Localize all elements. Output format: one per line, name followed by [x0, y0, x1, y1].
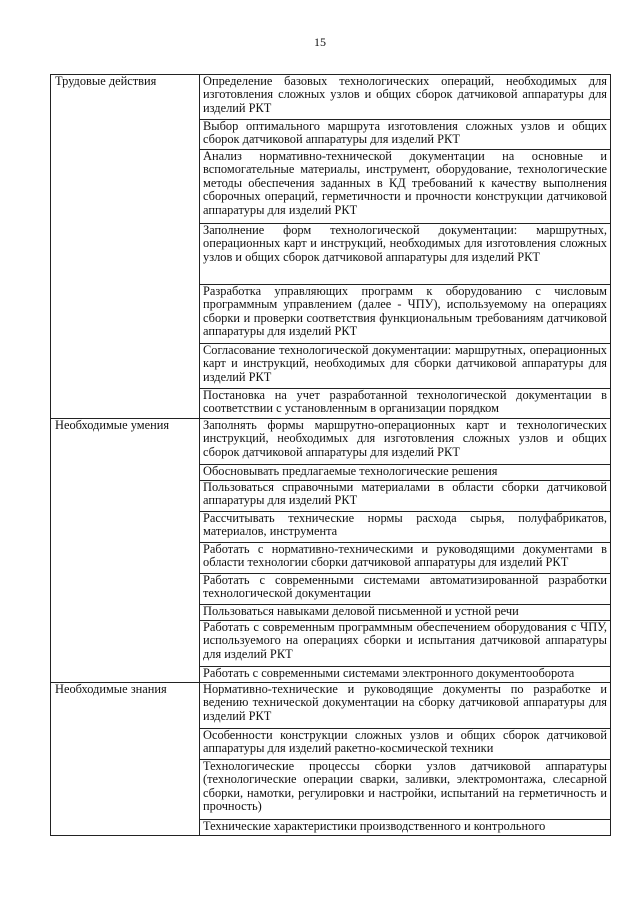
table-row [51, 419, 611, 465]
table-cell: Работать с современными системами автоматизированной разработки технологической документации [200, 574, 611, 605]
table-cell: Пользоваться справочными материалами в области сборки датчиковой аппаратуры для изделий РКТ [200, 481, 611, 512]
table-cell: Работать с современными системами электронного документооборота [200, 667, 611, 683]
section-title-labor-actions: Трудовые действия [51, 75, 200, 419]
table-cell: Постановка на учет разработанной технологической документации в соответствии с установленным в организации порядком [200, 389, 611, 419]
table-cell: Работать с нормативно-техническими и руководящими документами в области технологии сборки датчиковой аппаратуры для изделий РКТ [200, 543, 611, 574]
qualification-table [50, 74, 611, 836]
table-cell: Особенности конструкции сложных узлов и общих сборок датчиковой аппаратуры для изделий ракетно-космической техники [200, 729, 611, 760]
table-cell: Определение базовых технологических операций, необходимых для изготовления сложных узлов и общих сборок датчиковой аппаратуры для изделий РКТ [200, 75, 611, 120]
table-cell: Выбор оптимального маршрута изготовления сложных узлов и общих сборок датчиковой аппаратуры для изделий РКТ [200, 120, 611, 150]
table-cell: Технологические процессы сборки узлов датчиковой аппаратуры (технологические операции сварки, заливки, электромонтажа, слесарной сборки, намотки, регулировки и настройки, испытаний на герметичность и прочность) [200, 760, 611, 820]
table-cell: Разработка управляющих программ к оборудованию с числовым программным управлением (далее - ЧПУ), используемому на операциях сборки и проверки соответствия функциональным требованиям датчиковой аппаратуры для изделий РКТ [200, 285, 611, 344]
section-title-required-skills: Необходимые умения [51, 419, 200, 683]
table-cell: Обосновывать предлагаемые технологические решения [200, 465, 611, 481]
table-cell: Рассчитывать технические нормы расхода сырья, полуфабрикатов, материалов, инструмента [200, 512, 611, 543]
table-cell: Работать с современным программным обеспечением оборудования с ЧПУ, используемого на операциях сборки и испытания датчиковой аппаратуры для изделий РКТ [200, 621, 611, 667]
table-row [51, 683, 611, 729]
table-cell: Пользоваться навыками деловой письменной и устной речи [200, 605, 611, 621]
table-cell: Анализ нормативно-технической документации на основные и вспомогательные материалы, инструмент, оборудование, технологические методы обеспечения заданных в КД требований к качеству выполнения сборочных операций, герметичности и прочности конструкции датчиковой аппаратуры для изделий РКТ [200, 150, 611, 224]
table-cell: Заполнять формы маршрутно-операционных карт и технологических инструкций, необходимых для изготовления сложных узлов и общих сборок датчиковой аппаратуры для изделий РКТ [200, 419, 611, 465]
section-title-required-knowledge: Необходимые знания [51, 683, 200, 836]
table-cell: Согласование технологической документации: маршрутных, операционных карт и инструкций, необходимых для сборки датчиковой аппаратуры для изделий РКТ [200, 344, 611, 389]
page-number: 15 [314, 35, 326, 49]
table-cell: Технические характеристики производственного и контрольного [200, 820, 611, 836]
table-cell: Заполнение форм технологической документации: маршрутных, операционных карт и инструкций, необходимых для изготовления сложных узлов и общих сборок датчиковой аппаратуры для изделий РКТ [200, 224, 611, 285]
table-cell: Нормативно-технические и руководящие документы по разработке и ведению технической документации на сборку датчиковой аппаратуры для изделий РКТ [200, 683, 611, 729]
table-row [51, 75, 611, 120]
